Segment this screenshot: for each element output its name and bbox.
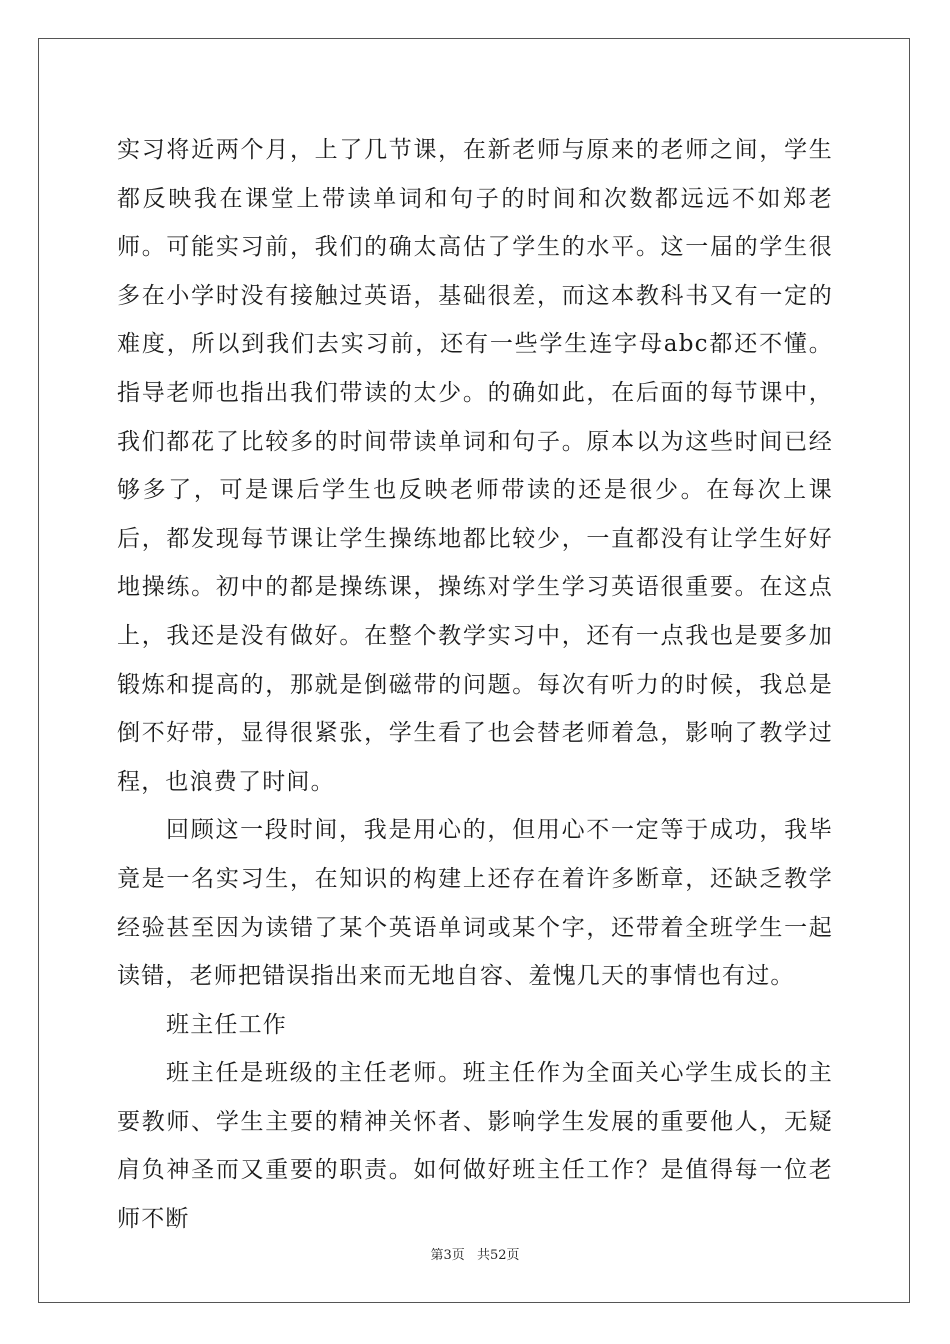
page-number: 第3页 (430, 1248, 465, 1263)
paragraph-3: 班主任是班级的主任老师。班主任作为全面关心学生成长的主要教师、学生主要的精神关怀者、影响学生发展的重要他人，无疑肩负神圣而又重要的职责。如何做好班主任工作？是值得每一位老师不断 (117, 1060, 833, 1233)
section-heading: 班主任工作 (166, 1011, 287, 1038)
paragraph-2: 回顾这一段时间，我是用心的，但用心不一定等于成功，我毕竟是一名实习生，在知识的构建上还存在着许多断章，还缺乏教学经验甚至因为读错了某个英语单词或某个字，还带着全班学生一起读错，老师把错误指出来而无地自容、羞愧几天的事情也有过。 (117, 817, 833, 990)
document-body (117, 126, 833, 1244)
paragraph-1: 实习将近两个月，上了几节课，在新老师与原来的老师之间，学生都反映我在课堂上带读单词和句子的时间和次数都远远不如郑老师。可能实习前，我们的确太高估了学生的水平。这一届的学生很多在小学时没有接触过英语，基础很差，而这本教科书又有一定的难度，所以到我们去实习前，还有一些学生连字母abc都还不懂。指导老师也指出我们带读的太少。的确如此，在后面的每节课中，我们都花了比较多的时间带读单词和句子。原本以为这些时间已经够多了，可是课后学生也反映老师带读的还是很少。在每次上课后，都发现每节课让学生操练地都比较少，一直都没有让学生好好地操练。初中的都是操练课，操练对学生学习英语很重要。在这点上，我还是没有做好。在整个教学实习中，还有一点我也是要多加锻炼和提高的，那就是倒磁带的问题。每次有听力的时候，我总是倒不好带，显得很紧张，学生看了也会替老师着急，影响了教学过程，也浪费了时间。 (117, 137, 833, 795)
page-total: 共52页 (476, 1248, 520, 1263)
page-footer (0, 1244, 950, 1263)
